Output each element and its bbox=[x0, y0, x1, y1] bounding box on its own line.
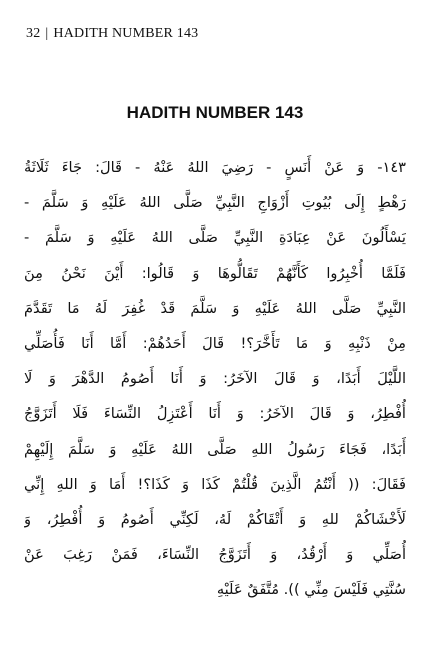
hadith-line: ١٤٣- وَ عَنْ أَنَسٍ - رَضِيَ اللهُ عَنْهُ - قَالَ: جَاءَ ثَلَاثَةُ bbox=[24, 159, 406, 176]
hadith-line: أُفْطِرُ، وَ قَالَ الآخَرُ: وَ أَنَا أَعْتَزِلُ النِّسَاءَ فَلَا أَتَزَوَّجُ bbox=[24, 405, 406, 423]
hadith-line: اللَّيْلَ أَبَدًا، وَ قَالَ الآخَرُ: وَ أَنَا أَصُومُ الدَّهْرَ وَ لَا bbox=[24, 370, 406, 388]
hadith-line: فَقَالَ: (( أَنْتُمُ الَّذِينَ قُلْتُمْ كَذَا وَ كَذَا؟! أَمَا وَ اللهِ إِنِّي bbox=[24, 475, 406, 493]
hadith-line: أُصَلِّي وَ أَرْقُدُ، وَ أَتَزَوَّجُ النِّسَاءَ، فَمَنْ رَغِبَ عَنْ bbox=[24, 546, 406, 564]
hadith-line: مِنْ ذَنْبِهِ وَ مَا تَأَخَّرَ؟! قَالَ أَحَدُهُمْ: أَمَّا أَنَا فَأُصَلِّي bbox=[24, 334, 406, 352]
page-number: 32 bbox=[26, 26, 41, 41]
hadith-line: أَبَدًا، فَجَاءَ رَسُولُ اللهِ صَلَّى اللهُ عَلَيْهِ وَ سَلَّمَ إِلَيْهِمْ bbox=[24, 440, 406, 458]
chapter-title: HADITH NUMBER 143 bbox=[126, 103, 304, 122]
hadith-line: يَسْأَلُونَ عَنْ عِبَادَةِ النَّبِيِّ صَلَّى اللهُ عَلَيْهِ وَ سَلَّمَ - bbox=[24, 229, 406, 247]
hadith-line: لَأَخْشَاكُمْ للهِ وَ أَتْقَاكُمْ لَهُ، لَكِنِّي أَصُومُ وَ أُفْطِرُ، وَ bbox=[24, 510, 406, 528]
hadith-line-final: سُنَّتِي فَلَيْسَ مِنِّي )). مُتَّفَقٌ عَلَيْهِ bbox=[216, 581, 406, 599]
hadith-text bbox=[24, 150, 406, 607]
hadith-line: فَلَمَّا أُخْبِرُوا كَأَنَّهُمْ تَقَالُّوهَا وَ قَالُوا: أَيْنَ نَحْنُ مِنَ bbox=[24, 264, 406, 282]
running-title: HADITH NUMBER 143 bbox=[53, 26, 199, 41]
running-header bbox=[26, 26, 198, 42]
header-separator: | bbox=[45, 26, 49, 41]
hadith-line: النَّبِيِّ صَلَّى اللهُ عَلَيْهِ وَ سَلَّمَ قَدْ غُفِرَ لَهُ مَا تَقَدَّمَ bbox=[24, 299, 406, 317]
hadith-line: رَهْطٍ إِلَى بُيُوتِ أَزْوَاجِ النَّبِيِّ صَلَّى اللهُ عَلَيْهِ وَ سَلَّمَ - bbox=[24, 194, 406, 212]
